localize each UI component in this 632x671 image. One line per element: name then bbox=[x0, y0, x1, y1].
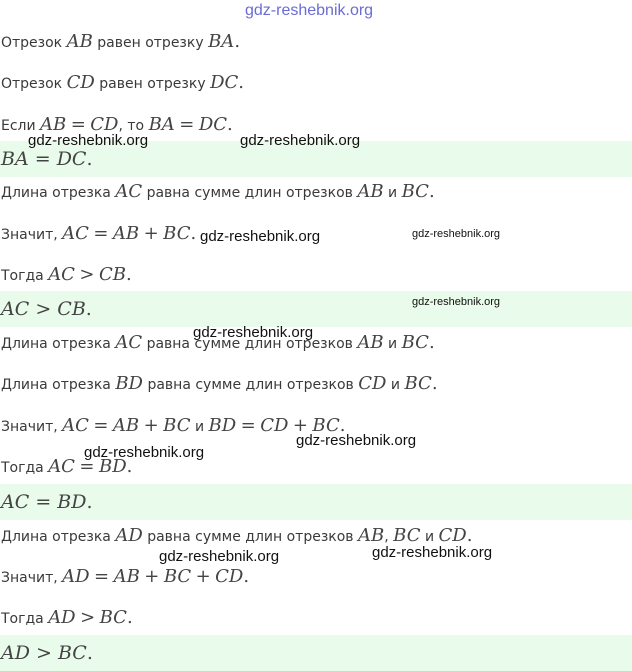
text-line-1: Отрезок AB равен отрезку BA. bbox=[1, 31, 241, 52]
text-line-13: Тогда AD > BC. bbox=[1, 607, 133, 628]
text-line-5: Значит, AC = AB + BC. bbox=[1, 223, 197, 244]
answer-block-3: AC = BD. bbox=[0, 484, 632, 520]
text-line-12: Значит, AD = AB + BC + CD. bbox=[1, 566, 250, 587]
watermark: gdz-reshebnik.org bbox=[372, 544, 493, 561]
watermark: gdz-reshebnik.org bbox=[28, 132, 149, 149]
watermark-top: gdz-reshebnik.org bbox=[245, 2, 374, 19]
watermark: gdz-reshebnik.org bbox=[412, 296, 501, 308]
text-line-10: Тогда AC = BD. bbox=[1, 456, 133, 477]
text-line-6: Тогда AC > CB. bbox=[1, 264, 132, 285]
text-line-11: Длина отрезка AD равна сумме длин отрезков AB, BC и CD. bbox=[1, 525, 473, 546]
watermark: gdz-reshebnik.org bbox=[412, 228, 501, 240]
answer-block-4: AD > BC. bbox=[0, 635, 632, 671]
watermark: gdz-reshebnik.org bbox=[84, 444, 205, 461]
answer-block-2: AC > CB. bbox=[0, 291, 632, 327]
watermark: gdz-reshebnik.org bbox=[159, 548, 280, 565]
text-line-2: Отрезок CD равен отрезку DC. bbox=[1, 72, 245, 93]
text-line-4: Длина отрезка AC равна сумме длин отрезков AB и BC. bbox=[1, 181, 435, 202]
watermark: gdz-reshebnik.org bbox=[296, 432, 417, 449]
watermark: gdz-reshebnik.org bbox=[193, 324, 314, 341]
watermark: gdz-reshebnik.org bbox=[200, 228, 321, 245]
answer-block-1: BA = DC. bbox=[0, 141, 632, 177]
text-line-7: Длина отрезка AC равна сумме длин отрезков AB и BC. bbox=[1, 332, 435, 353]
text-line-3: Если AB = CD, то BA = DC. bbox=[1, 114, 233, 135]
text-line-8: Длина отрезка BD равна сумме длин отрезков CD и BC. bbox=[1, 373, 438, 394]
watermark: gdz-reshebnik.org bbox=[240, 132, 361, 149]
text-line-9: Значит, AC = AB + BC и BD = CD + BC. bbox=[1, 415, 346, 436]
